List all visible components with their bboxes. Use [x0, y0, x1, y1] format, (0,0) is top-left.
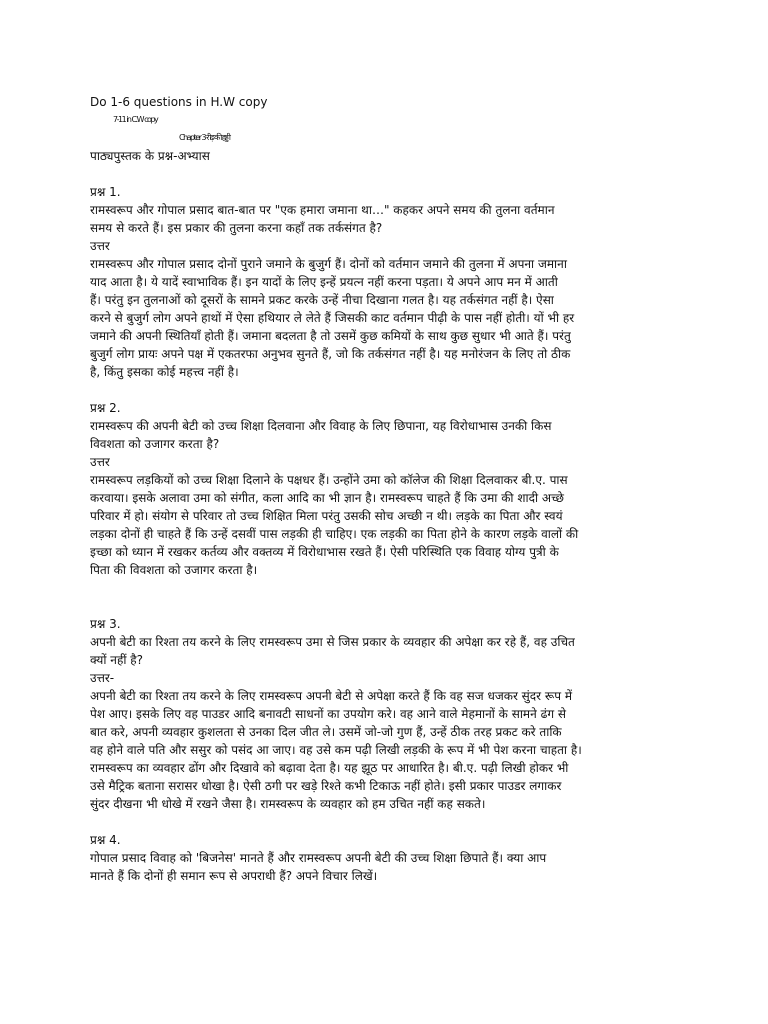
- answer-text-line: इच्छा को ध्यान में रखकर कर्तव्य और वक्तव्य में विरोधाभास रखते हैं। ऐसी परिस्थिति एक विवाह योग्य पुत्री के: [90, 545, 559, 559]
- answer-text-line: रामस्वरूप लड़कियों को उच्च शिक्षा दिलाने के पक्षधर हैं। उन्होंने उमा को कॉलेज की शिक्षा दिलवाकर बी.ए. पास: [90, 473, 568, 487]
- exercise-heading: पाठ्यपुस्तक के प्रश्न-अभ्यास: [90, 149, 210, 163]
- answer-text-line: रामस्वरूप का व्यवहार ढोंग और दिखावे को बढ़ावा देता है। यह झूठ पर आधारित है। बी.ए. पढ़ी लिखी होकर भी: [90, 761, 569, 775]
- answer-text-line: वह होने वाले पति और ससुर को पसंद आ जाए। वह उसे कम पढ़ी लिखी लड़की के रूप में भी पेश करना चाहता है।: [90, 743, 582, 757]
- question-block: [90, 615, 690, 813]
- answer-text-line: बुजुर्ग लोग प्रायः अपने पक्ष में एकतरफा अनुभव सुनते हैं, जो कि तर्कसंगत नहीं है। यह मनोरंजन के लिए तो ठीक: [90, 347, 571, 361]
- answer-text-line: करने से बुजुर्ग लोग अपने हाथों में ऐसा हथियार ले लेते हैं जिसकी काट वर्तमान पीढ़ी के पास नहीं होती। यों भी हर: [90, 311, 575, 325]
- answer-text-line: सुंदर दीखना भी धोखे में रखने जैसा है। रामस्वरूप के व्यवहार को हम उचित नहीं कह सकते।: [90, 797, 486, 811]
- answer-text-line: याद आता है। ये यादें स्वाभाविक हैं। इन यादों के लिए इन्हें प्रयत्न नहीं करना पड़ता। ये अपने आप मन में आती: [90, 275, 558, 289]
- answer-text-line: पेश आए। इसके लिए वह पाउडर आदि बनावटी साधनों का उपयोग करे। वह आने वाले मेहमानों के सामने ढंग से: [90, 707, 567, 721]
- blank-line: [90, 813, 690, 831]
- question-text-line: विवशता को उजागर करता है?: [90, 437, 220, 451]
- question-text-line: क्यों नहीं है?: [90, 653, 143, 667]
- answer-label: उत्तर-: [90, 671, 115, 685]
- blank-line: [90, 381, 690, 399]
- classwork-instruction: 7-11 in C.W copy: [113, 115, 158, 124]
- answer-text-line: जमाने की अपनी स्थितियाँ होती हैं। जमाना बदलता है तो उसमें कुछ कमियों के साथ कुछ सुधार भी आते हैं। परंतु: [90, 329, 571, 343]
- question-text-line: मानते हैं कि दोनों ही समान रूप से अपराधी हैं? अपने विचार लिखें।: [90, 869, 378, 883]
- question-block: [90, 183, 690, 381]
- question-number: प्रश्न 2.: [90, 401, 121, 415]
- answer-text-line: पिता की विवशता को उजागर करता है।: [90, 563, 258, 577]
- question-number: प्रश्न 1.: [90, 185, 121, 199]
- question-block: [90, 831, 690, 885]
- answer-label: उत्तर: [90, 239, 110, 253]
- question-number: प्रश्न 3.: [90, 617, 121, 631]
- answer-text-line: रामस्वरूप और गोपाल प्रसाद दोनों पुराने जमाने के बुजुर्ग हैं। दोनों को वर्तमान जमाने की तुलना में अपना जमाना: [90, 257, 567, 271]
- answer-text-line: है, किंतु इसका कोई महत्त्व नहीं है।: [90, 365, 239, 379]
- answer-text-line: उसे मैट्रिक बताना सरासर धोखा है। ऐसी ठगी पर खड़े रिश्ते कभी टिकाऊ नहीं होते। इसी प्रकार पाउडर लगाकर: [90, 779, 562, 793]
- answer-text-line: बात करे, अपनी व्यवहार कुशलता से उनका दिल जीत ले। उसमें जो-जो गुण हैं, उन्हें ठीक तरह प्रकट करे ताकि: [90, 725, 562, 739]
- questions-list: [90, 165, 690, 885]
- blank-line: [90, 579, 690, 615]
- answer-text-line: अपनी बेटी का रिश्ता तय करने के लिए रामस्वरूप अपनी बेटी से अपेक्षा करते हैं कि वह सज धजकर सुंदर रूप में: [90, 689, 573, 703]
- question-text-line: रामस्वरूप और गोपाल प्रसाद बात-बात पर "एक हमारा जमाना था…" कहकर अपने समय की तुलना वर्तमान: [90, 203, 555, 217]
- question-text-line: अपनी बेटी का रिश्ता तय करने के लिए रामस्वरूप उमा से जिस प्रकार के व्यवहार की अपेक्षा कर रहे हैं, वह उचित: [90, 635, 575, 649]
- answer-label: उत्तर: [90, 455, 110, 469]
- document-page: [90, 93, 690, 885]
- question-block: [90, 399, 690, 579]
- homework-instruction: Do 1-6 questions in H.W copy: [90, 95, 268, 109]
- chapter-title: Chapter 3 रीढ़ की हड्डी: [179, 133, 230, 142]
- question-text-line: समय से करते हैं। इस प्रकार की तुलना करना कहाँ तक तर्कसंगत है?: [90, 221, 383, 235]
- question-text-line: रामस्वरूप की अपनी बेटी को उच्च शिक्षा दिलवाना और विवाह के लिए छिपाना, यह विरोधाभास उनकी किस: [90, 419, 552, 433]
- answer-text-line: परिवार में हो। संयोग से परिवार तो उच्च शिक्षित मिला परंतु उसकी सोच अच्छी न थी। लड़के का पिता और स्वयं: [90, 509, 563, 523]
- question-number: प्रश्न 4.: [90, 833, 121, 847]
- answer-text-line: हैं। परंतु इन तुलनाओं को दूसरों के सामने प्रकट करके उन्हें नीचा दिखाना गलत है। यह तर्कसंगत नहीं है। ऐसा: [90, 293, 554, 307]
- blank-line: [90, 165, 690, 183]
- answer-text-line: लड़का दोनों ही चाहते हैं कि उन्हें दसवीं पास लड़की ही चाहिए। एक लड़की का पिता होने के कारण लड़के वालों की: [90, 527, 579, 541]
- answer-text-line: करवाया। इसके अलावा उमा को संगीत, कला आदि का भी ज्ञान है। रामस्वरूप चाहते हैं कि उमा की शादी अच्छे: [90, 491, 564, 505]
- question-text-line: गोपाल प्रसाद विवाह को 'बिजनेस' मानते हैं और रामस्वरूप अपनी बेटी की उच्च शिक्षा छिपाते हैं। क्या आप: [90, 851, 547, 865]
